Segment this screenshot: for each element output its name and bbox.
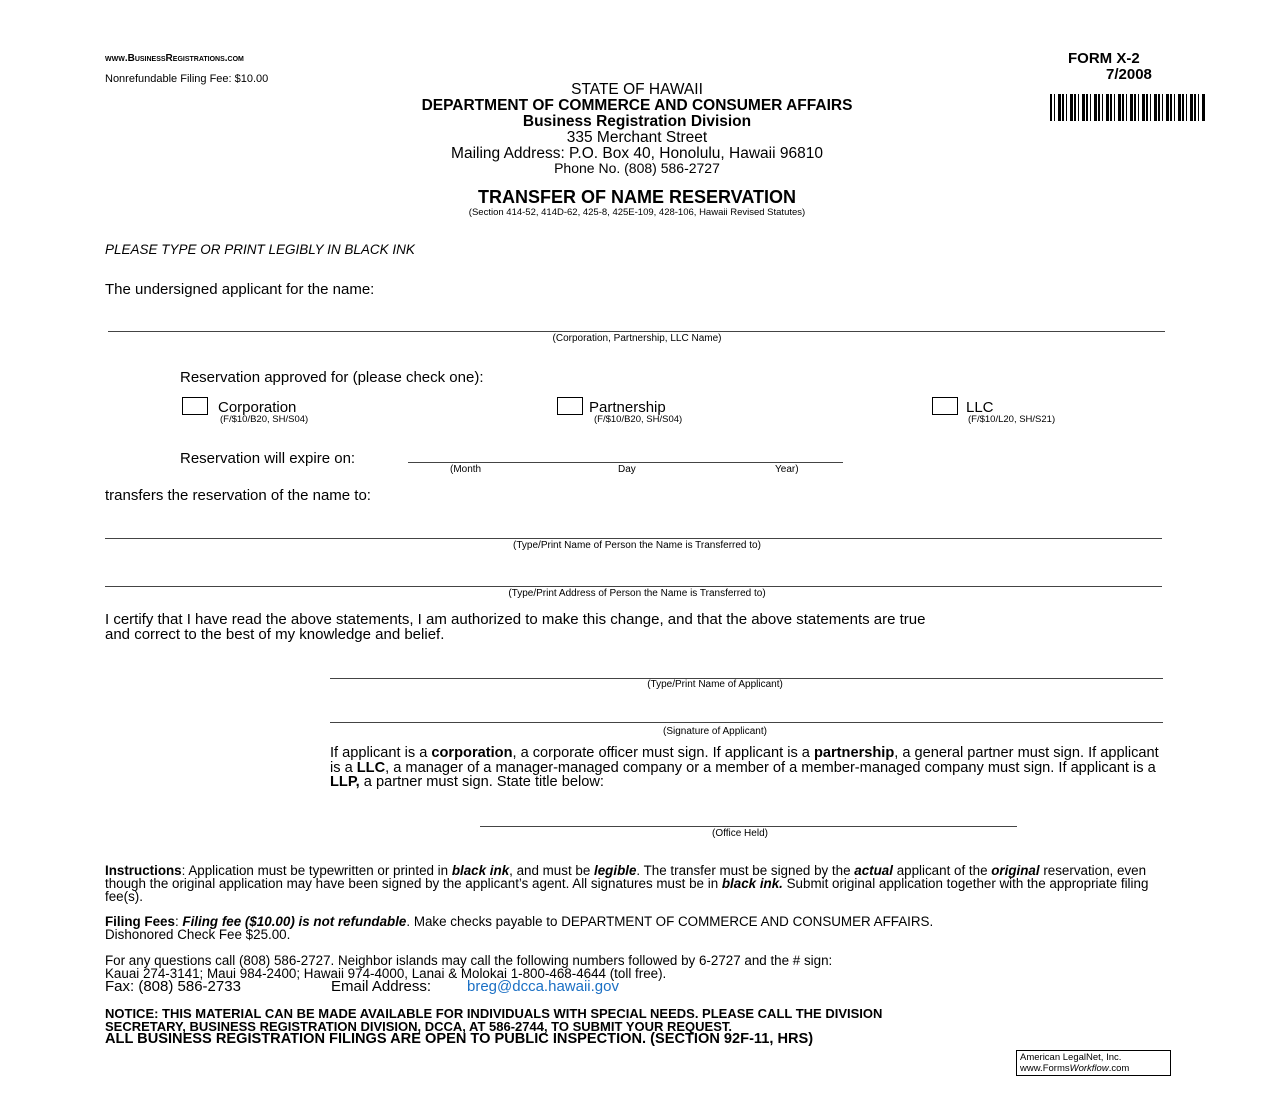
- notice-line-3: ALL BUSINESS REGISTRATION FILINGS ARE OPEN TO PUBLIC INSPECTION. (SECTION 92F-11, HRS): [105, 1031, 814, 1047]
- email-label: Email Address:: [331, 978, 432, 995]
- email-link[interactable]: breg@dcca.hawaii.gov: [467, 978, 619, 995]
- signing-rules: If applicant is a corporation, a corporate officer must sign. If applicant is a partnership, a general partner must sign. If applicant is a LLC, a manager of a manager-managed company or a member of a member-managed company must sign. If applicant is a LLP, a partner must sign. State title below:: [330, 745, 1159, 790]
- corporation-label: Corporation: [218, 399, 297, 416]
- publisher-name: American LegalNet, Inc.: [1020, 1052, 1122, 1063]
- notice-line-1: NOTICE: THIS MATERIAL CAN BE MADE AVAILABLE FOR INDIVIDUALS WITH SPECIAL NEEDS. PLEASE CALL THE DIVISION: [105, 1006, 883, 1021]
- website: www.BusinessRegistrations.com: [105, 53, 244, 64]
- business-name-field[interactable]: [108, 331, 1165, 332]
- barcode: [1050, 94, 1206, 121]
- statutes: (Section 414-52, 414D-62, 425-8, 425E-109, 428-106, Hawaii Revised Statutes): [468, 207, 806, 218]
- month-label: (Month: [450, 464, 482, 475]
- signature-label: (Signature of Applicant): [663, 726, 767, 737]
- filing-fees: Filing Fees: Filing fee ($10.00) is not refundable. Make checks payable to DEPARTMENT OF COMMERCE AND CONSUMER AFFAIRS. Dishonored Check Fee $25.00.: [105, 914, 934, 942]
- transferee-name-field[interactable]: [105, 538, 1162, 539]
- mailing-address: Mailing Address: P.O. Box 40, Honolulu, Hawaii 96810: [451, 145, 823, 162]
- transferee-address-label: (Type/Print Address of Person the Name is Transferred to): [508, 588, 766, 599]
- street: 335 Merchant Street: [566, 129, 708, 146]
- transferee-address-field[interactable]: [105, 586, 1162, 587]
- partnership-label: Partnership: [589, 399, 666, 416]
- notice-line-2: SECRETARY, BUSINESS REGISTRATION DIVISION, DCCA, AT 586-2744, TO SUBMIT YOUR REQUEST.: [105, 1019, 732, 1034]
- corporation-checkbox[interactable]: [182, 397, 208, 415]
- day-label: Day: [618, 464, 636, 475]
- form-date: 7/2008: [1106, 66, 1152, 83]
- division: Business Registration Division: [522, 113, 752, 130]
- office-held-label: (Office Held): [712, 828, 768, 839]
- year-label: Year): [775, 464, 799, 475]
- print-note: PLEASE TYPE OR PRINT LEGIBLY IN BLACK INK: [105, 242, 415, 257]
- llc-label: LLC: [966, 399, 994, 416]
- signature-field[interactable]: [330, 722, 1163, 723]
- expire-date-field[interactable]: [408, 462, 843, 463]
- publisher-site: www.FormsWorkflow.com: [1020, 1063, 1130, 1074]
- phone: Phone No. (808) 586-2727: [554, 160, 720, 176]
- transfers-to: transfers the reservation of the name to:: [105, 487, 371, 504]
- partnership-code: (F/$10/B20, SH/S04): [594, 414, 683, 425]
- partnership-checkbox[interactable]: [557, 397, 583, 415]
- contact-line-1: For any questions call (808) 586-2727. Neighbor islands may call the following numbers followed by 6-2727 and the # sign:: [105, 953, 833, 968]
- state: STATE OF HAWAII: [571, 81, 703, 98]
- certify-line-2: and correct to the best of my knowledge and belief.: [105, 626, 445, 643]
- llc-checkbox[interactable]: [932, 397, 958, 415]
- business-name-label: (Corporation, Partnership, LLC Name): [552, 333, 722, 344]
- applicant-name-label: (Type/Print Name of Applicant): [647, 679, 783, 690]
- fax: Fax: (808) 586-2733: [105, 978, 241, 995]
- transferee-name-label: (Type/Print Name of Person the Name is Transferred to): [513, 540, 761, 551]
- office-held-field[interactable]: [480, 826, 1017, 827]
- department: DEPARTMENT OF COMMERCE AND CONSUMER AFFAIRS: [421, 97, 853, 114]
- fee-note: Nonrefundable Filing Fee: $10.00: [105, 73, 269, 85]
- form-id: FORM X-2: [1068, 50, 1140, 67]
- instructions: Instructions: Application must be typewritten or printed in black ink, and must be legible. The transfer must be signed by the actual applicant of the original reservation, even though the original application may have been signed by the applicant’s agent. All signatures must be in black ink. Submit original application together with the appropriate filing fee(s).: [105, 863, 1149, 904]
- publisher-box: [1016, 1050, 1171, 1076]
- contact-line-2: Kauai 274-3141; Maui 984-2400; Hawaii 974-4000, Lanai & Molokai 1-800-468-4644 (toll free).: [105, 966, 667, 981]
- approved-for-label: Reservation approved for (please check one):: [180, 369, 484, 386]
- applicant-intro: The undersigned applicant for the name:: [105, 281, 375, 298]
- certify-line-1: I certify that I have read the above statements, I am authorized to make this change, and that the above statements are true: [105, 611, 926, 628]
- page-title: TRANSFER OF NAME RESERVATION: [477, 187, 796, 207]
- expire-label: Reservation will expire on:: [180, 450, 356, 467]
- corporation-code: (F/$10/B20, SH/S04): [220, 414, 309, 425]
- llc-code: (F/$10/L20, SH/S21): [968, 414, 1056, 425]
